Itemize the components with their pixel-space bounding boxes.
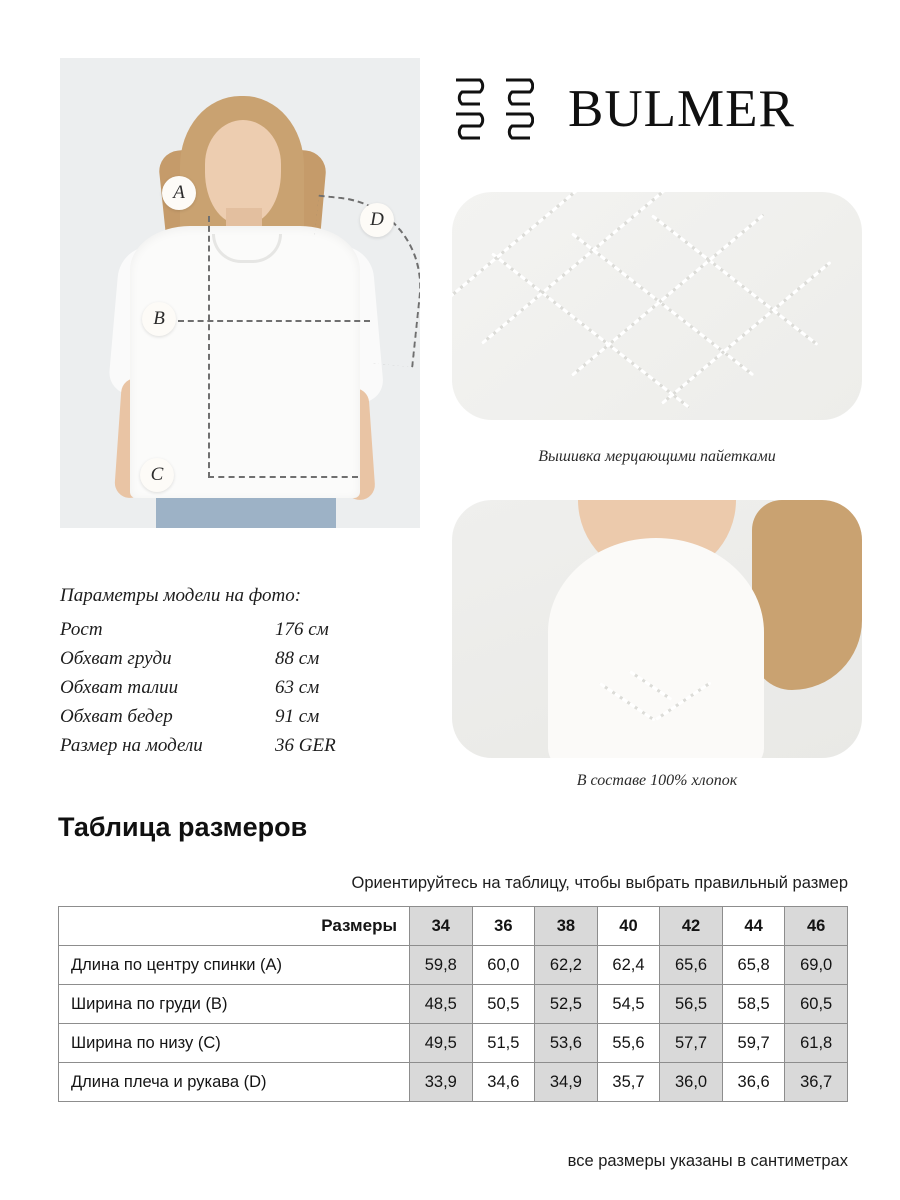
table-header-size: 40 xyxy=(597,907,660,946)
table-cell: 36,0 xyxy=(660,1063,723,1102)
table-cell: 62,2 xyxy=(535,946,598,985)
stitch-line xyxy=(599,682,655,721)
stitch-line xyxy=(651,214,818,346)
stitch-line xyxy=(571,214,764,377)
table-header-size: 34 xyxy=(410,907,473,946)
table-row xyxy=(59,946,848,985)
bulmer-monogram-icon xyxy=(452,74,534,144)
table-row xyxy=(59,1063,848,1102)
table-row-label: Ширина по груди (B) xyxy=(59,985,410,1024)
table-header-size: 36 xyxy=(472,907,535,946)
table-header-row xyxy=(59,907,848,946)
parameter-value: 176 см xyxy=(275,619,329,640)
table-cell: 36,6 xyxy=(722,1063,785,1102)
table-cell: 60,0 xyxy=(472,946,535,985)
brand-lockup xyxy=(452,70,862,148)
table-cell: 56,5 xyxy=(660,985,723,1024)
model-parameter-row xyxy=(60,703,410,732)
table-cell: 34,6 xyxy=(472,1063,535,1102)
model-parameters-title: Параметры модели на фото: xyxy=(60,585,302,606)
stitch-line xyxy=(491,252,690,408)
model-hair-detail xyxy=(752,500,862,690)
table-cell: 69,0 xyxy=(785,946,848,985)
table-cell: 51,5 xyxy=(472,1024,535,1063)
parameter-value: 91 см xyxy=(275,705,320,727)
detail-photo-embroidery xyxy=(452,192,862,420)
model-parameter-row xyxy=(60,732,410,761)
model-parameter-row xyxy=(60,645,410,674)
marker-c: C xyxy=(140,458,174,492)
table-cell: 55,6 xyxy=(597,1024,660,1063)
table-header-size: 42 xyxy=(660,907,723,946)
marker-a: A xyxy=(162,176,196,210)
table-cell: 50,5 xyxy=(472,985,535,1024)
stitch-line xyxy=(629,670,672,700)
parameter-label: Обхват талии xyxy=(60,676,179,698)
parameter-label: Размер на модели xyxy=(60,734,203,756)
parameter-label: Обхват бедер xyxy=(60,705,173,727)
table-cell: 52,5 xyxy=(535,985,598,1024)
parameter-label: Обхват груди xyxy=(60,647,172,669)
table-cell: 48,5 xyxy=(410,985,473,1024)
table-header-size: 44 xyxy=(722,907,785,946)
table-cell: 60,5 xyxy=(785,985,848,1024)
model-parameters xyxy=(60,585,410,760)
table-cell: 57,7 xyxy=(660,1024,723,1063)
marker-b: B xyxy=(142,302,176,336)
parameter-label: Рост xyxy=(60,619,103,640)
size-table xyxy=(58,906,848,1102)
detail-photo-neckline xyxy=(452,500,862,758)
table-row-label: Длина по центру спинки (A) xyxy=(59,946,410,985)
neck-embroidery xyxy=(600,672,720,724)
table-cell: 53,6 xyxy=(535,1024,598,1063)
table-cell: 65,6 xyxy=(660,946,723,985)
table-cell: 58,5 xyxy=(722,985,785,1024)
guide-line-bottom xyxy=(208,476,358,478)
stitch-line xyxy=(655,681,711,720)
stitch-line xyxy=(661,261,831,405)
table-row-label: Ширина по низу (C) xyxy=(59,1024,410,1063)
table-cell: 54,5 xyxy=(597,985,660,1024)
table-cell: 36,7 xyxy=(785,1063,848,1102)
size-table-title: Таблица размеров xyxy=(58,812,308,842)
parameter-value: 88 см xyxy=(275,647,320,669)
tshirt-neckline xyxy=(548,538,764,758)
table-row xyxy=(59,985,848,1024)
table-cell: 34,9 xyxy=(535,1063,598,1102)
parameter-value: 36 GER xyxy=(275,734,336,756)
caption-embroidery: Вышивка мерцающими пайетками xyxy=(538,448,776,465)
model-parameter-row xyxy=(60,674,410,703)
guide-line-center-back xyxy=(208,216,210,478)
caption-composition: В составе 100% хлопок xyxy=(576,772,738,789)
marker-d: D xyxy=(360,203,394,237)
stitch-line xyxy=(452,192,581,305)
table-cell: 33,9 xyxy=(410,1063,473,1102)
model-photo xyxy=(60,58,420,528)
table-cell: 59,7 xyxy=(722,1024,785,1063)
table-row xyxy=(59,1024,848,1063)
table-header-size: 46 xyxy=(785,907,848,946)
parameter-value: 63 см xyxy=(275,676,320,698)
brand-name: BULMER xyxy=(568,79,795,138)
table-cell: 62,4 xyxy=(597,946,660,985)
table-cell: 49,5 xyxy=(410,1024,473,1063)
table-cell: 35,7 xyxy=(597,1063,660,1102)
size-table-footnote: все размеры указаны в сантиметрах xyxy=(567,1152,848,1170)
size-table-subtitle: Ориентируйтесь на таблицу, чтобы выбрать правильный размер xyxy=(351,874,848,892)
table-header-label: Размеры xyxy=(59,907,410,946)
table-row-label: Длина плеча и рукава (D) xyxy=(59,1063,410,1102)
table-cell: 61,8 xyxy=(785,1024,848,1063)
table-cell: 65,8 xyxy=(722,946,785,985)
model-parameter-row xyxy=(60,616,410,645)
table-header-size: 38 xyxy=(535,907,598,946)
table-cell: 59,8 xyxy=(410,946,473,985)
